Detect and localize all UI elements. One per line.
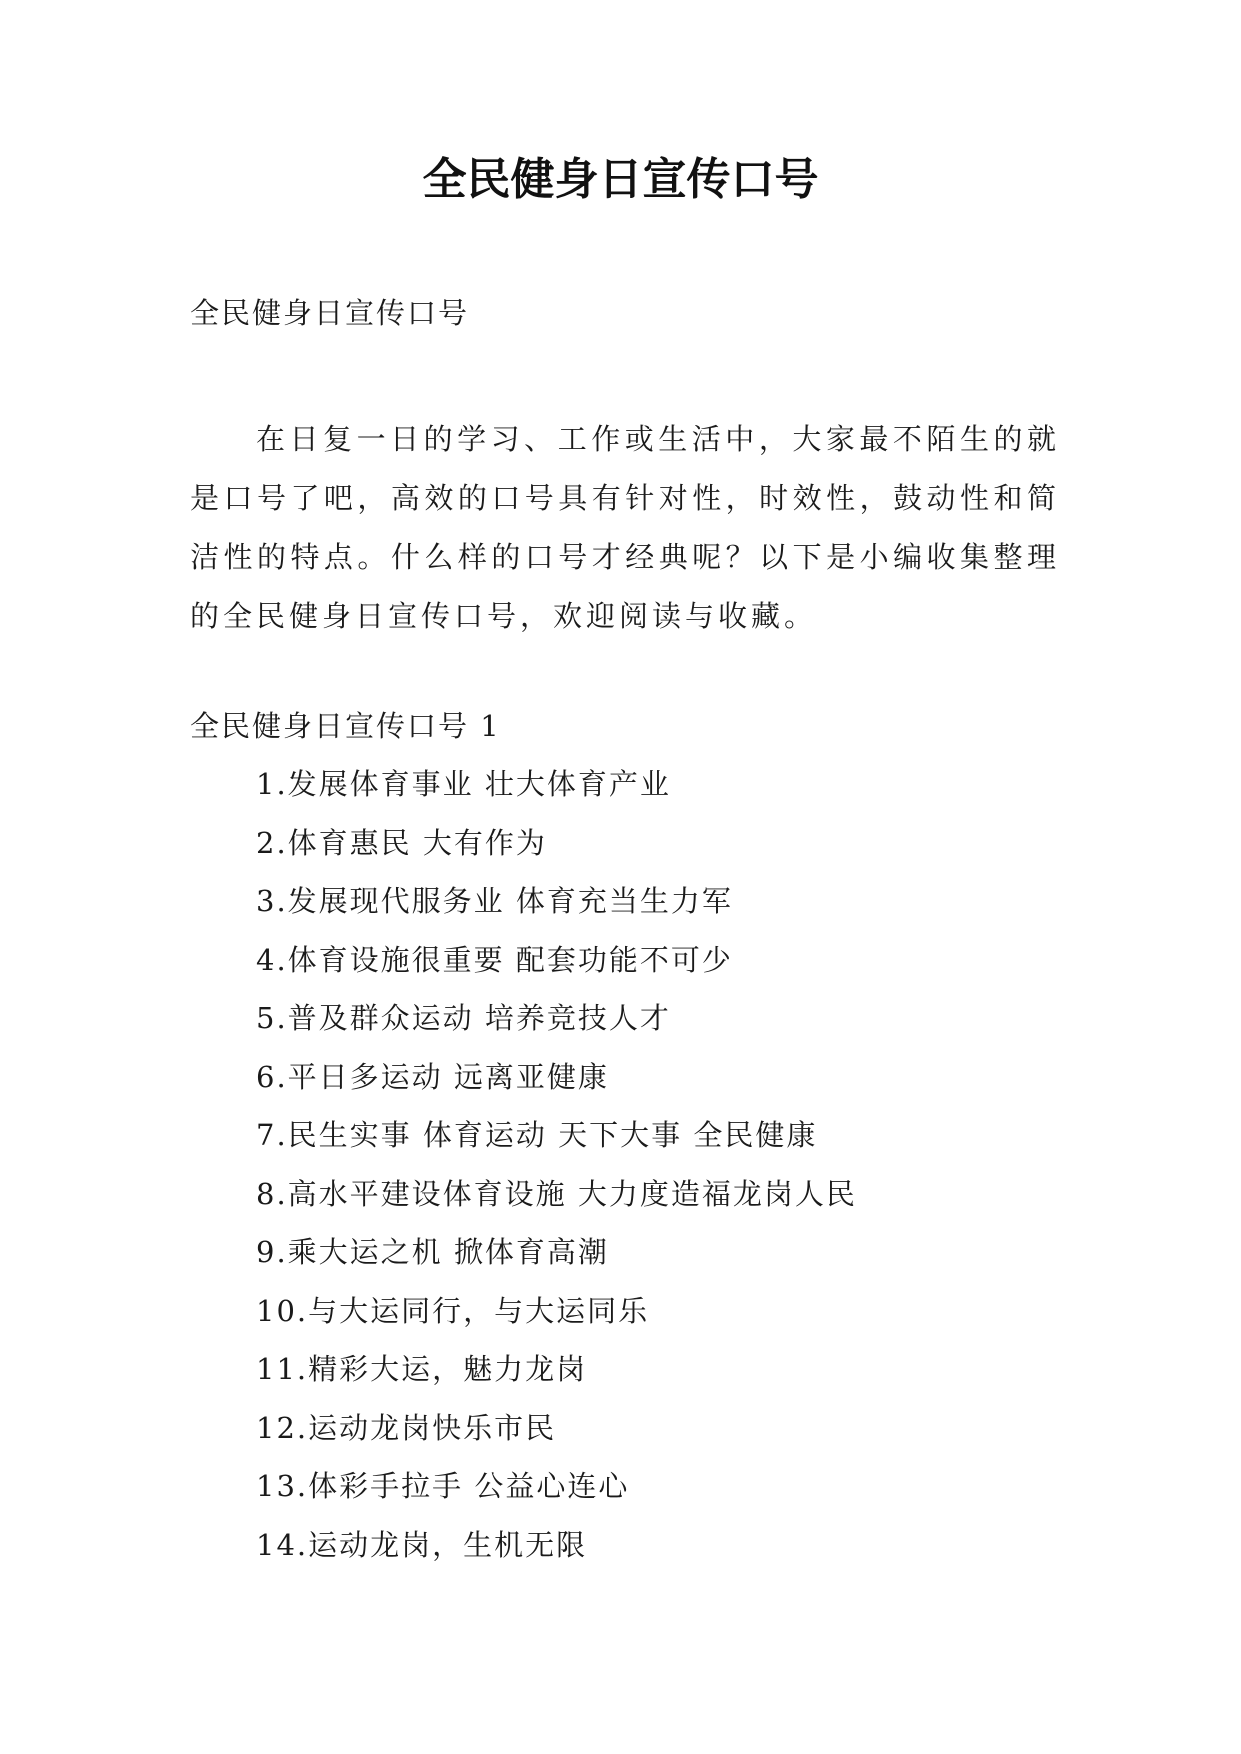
- intro-paragraph: 在日复一日的学习、工作或生活中，大家最不陌生的就是口号了吧，高效的口号具有针对性，时效性，鼓动性和简洁性的特点。什么样的口号才经典呢？以下是小编收集整理的全民健身日宣传口号，欢迎阅读与收藏。: [190, 422, 1060, 633]
- slogan-item: 6.平日多运动 远离亚健康: [256, 1059, 609, 1094]
- slogan-item: 3.发展现代服务业 体育充当生力军: [256, 884, 733, 918]
- document-subtitle: 全民健身日宣传口号: [190, 296, 470, 330]
- section-heading: 全民健身日宣传口号 1: [190, 709, 501, 743]
- slogan-item: 7.民生实事 体育运动 天下大事 全民健康: [256, 1118, 818, 1152]
- slogan-item: 8.高水平建设体育设施 大力度造福龙岗人民: [256, 1176, 857, 1211]
- slogan-list: [256, 764, 857, 1583]
- slogan-item: 13.体彩手拉手 公益心连心: [256, 1469, 630, 1503]
- slogan-item: 11.精彩大运，魅力龙岗: [256, 1352, 588, 1386]
- slogan-item: 9.乘大运之机 掀体育高潮: [256, 1235, 609, 1269]
- document-title: 全民健身日宣传口号: [422, 154, 819, 205]
- slogan-item: 1.发展体育事业 壮大体育产业: [256, 767, 671, 801]
- slogan-item: 14.运动龙岗，生机无限: [256, 1527, 588, 1562]
- slogan-item: 12.运动龙岗快乐市民: [256, 1410, 557, 1445]
- slogan-item: 10.与大运同行，与大运同乐: [256, 1293, 650, 1328]
- slogan-item: 5.普及群众运动 培养竞技人才: [256, 1001, 671, 1035]
- slogan-item: 4.体育设施很重要 配套功能不可少: [256, 942, 733, 977]
- slogan-item: 2.体育惠民 大有作为: [256, 825, 547, 860]
